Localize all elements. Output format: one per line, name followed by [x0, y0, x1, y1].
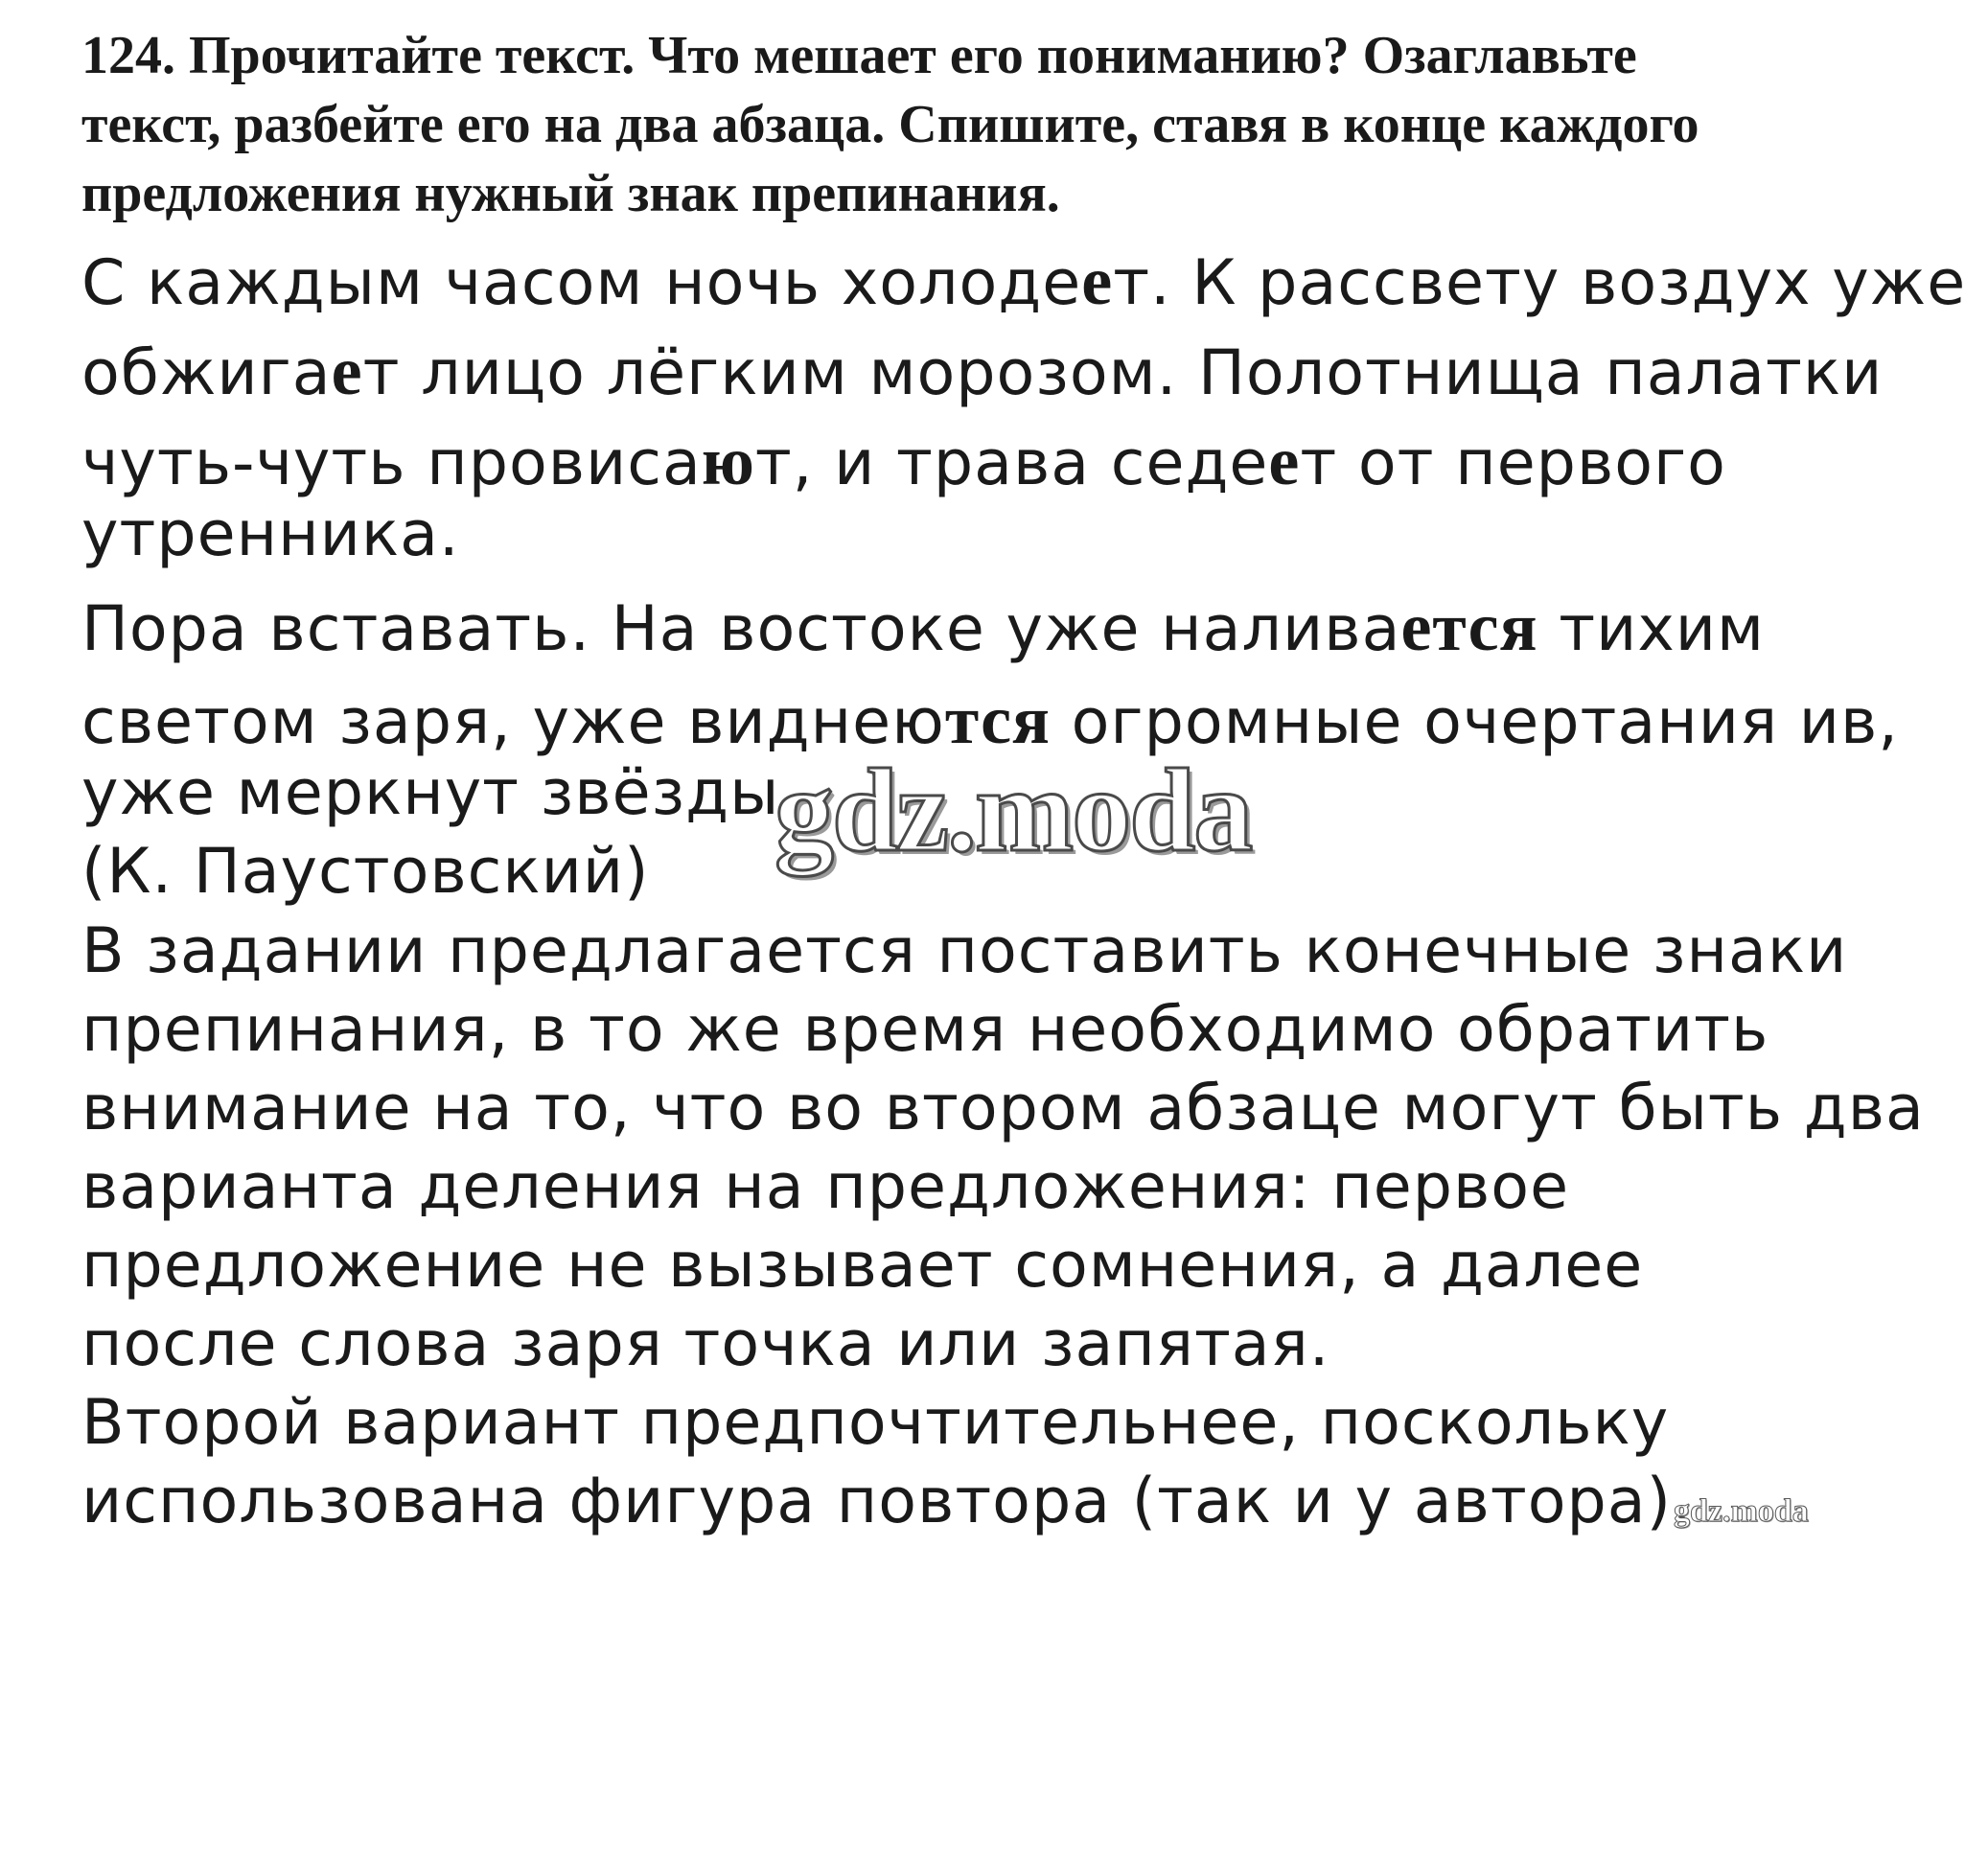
explanation-line: внимание на то, что во втором абзаце могут быть два	[81, 1073, 1925, 1144]
explanation-line: предложение не вызывает сомнения, а далее	[81, 1230, 1644, 1302]
text-segment: Пора вставать. На востоке уже налива	[81, 593, 1401, 665]
text-segment: т, и трава седе	[754, 427, 1269, 499]
text-segment: огромные очертания ив,	[1050, 686, 1899, 758]
task-heading-line: текст, разбейте его на два абзаца. Спишите, ставя в конце каждого	[81, 95, 1699, 154]
explanation-line: В задании предлагается поставить конечные знаки	[81, 915, 1848, 987]
highlighted-ending: е	[1268, 423, 1301, 499]
task-heading	[81, 21, 1960, 228]
task-heading-line: предложения нужный знак препинания.	[81, 164, 1060, 223]
explanation-line: препинания, в то же время необходимо обратить	[81, 994, 1769, 1066]
text-segment: т. К рассвету воздух уже	[1113, 247, 1967, 319]
text-line	[81, 757, 800, 829]
text-line	[81, 498, 460, 570]
explanation-line: Второй вариант предпочтительнее, поскольку	[81, 1387, 1670, 1459]
text-segment: уже меркнут звёзды.	[81, 757, 801, 829]
highlighted-ending: ю	[701, 423, 755, 499]
explanation-line: варианта деления на предложения: первое	[81, 1151, 1570, 1223]
text-segment: тихим	[1537, 593, 1766, 665]
explanation-line: использована фигура повтора (так и у автора).	[81, 1466, 1693, 1537]
text-line	[81, 588, 1765, 667]
author-attribution: (К. Паустовский)	[81, 836, 650, 908]
highlighted-ending: ется	[1400, 589, 1538, 665]
text-segment: утренника.	[81, 498, 460, 570]
text-segment: т от первого	[1300, 427, 1726, 499]
text-segment: т лицо лёгким морозом. Полотнища палатки	[362, 337, 1884, 409]
explanation-line: после слова заря точка или запятая.	[81, 1308, 1330, 1380]
task-heading-line: 124. Прочитайте текст. Что мешает его пониманию? Озаглавьте	[81, 26, 1637, 85]
text-segment: обжига	[81, 337, 332, 409]
text-line	[81, 422, 1726, 501]
text-line	[81, 332, 1883, 411]
text-segment: С каждым часом ночь холоде	[81, 247, 1082, 319]
text-segment: чуть-чуть провиса	[81, 427, 702, 499]
watermark-logo-small: gdz.moda	[1674, 1493, 1809, 1529]
highlighted-ending: е	[331, 333, 363, 409]
watermark-logo: gdz.moda	[774, 745, 1252, 876]
highlighted-ending: е	[1081, 243, 1114, 319]
text-segment: светом заря, уже виднею	[81, 686, 945, 758]
text-line	[81, 242, 1966, 321]
highlighted-ending: тся	[944, 681, 1051, 758]
